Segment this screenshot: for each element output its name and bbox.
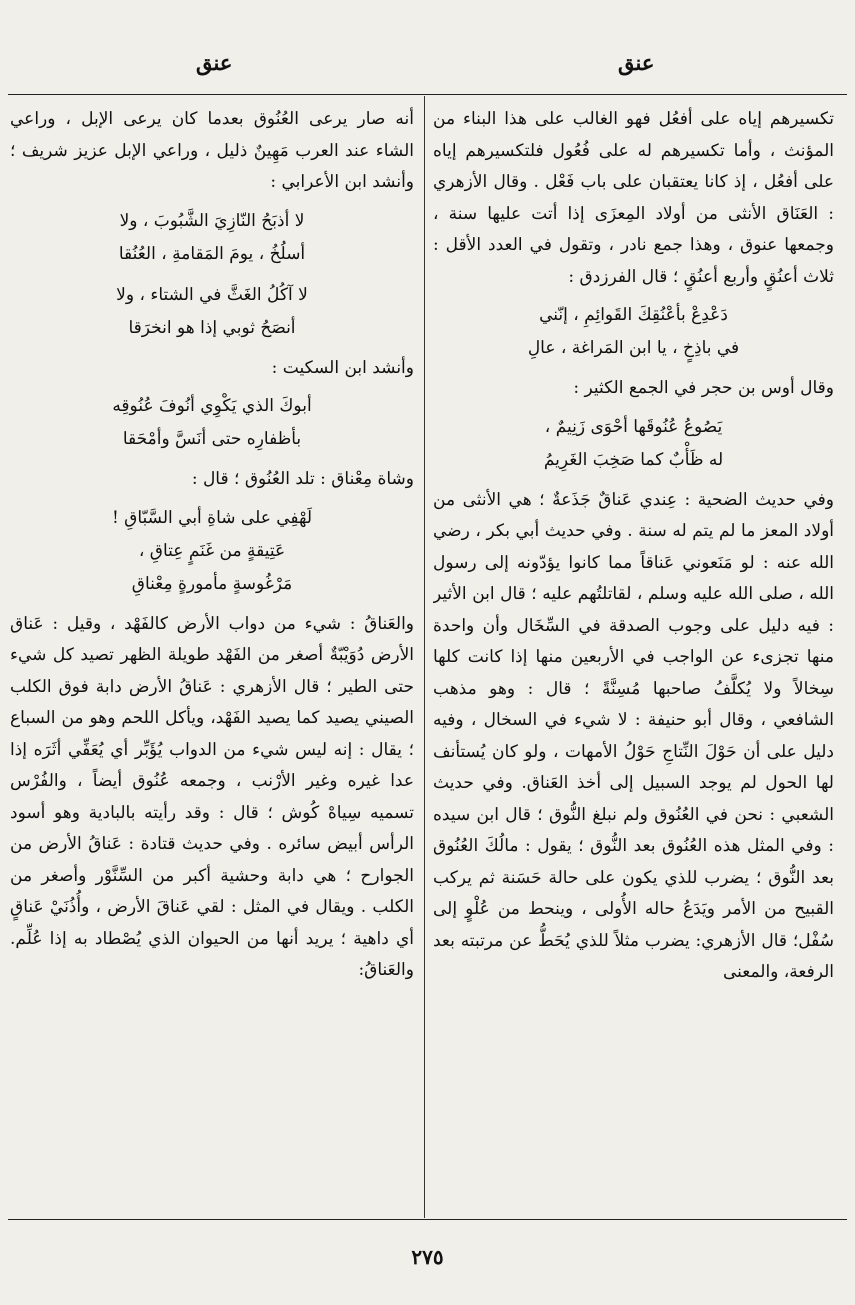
verse-line: لا آكُلُ الغَثَّ في الشتاء ، ولا <box>116 284 308 305</box>
verse-line: بأظفارِه حتى أنَسَّ وأمْحَقا <box>122 429 302 449</box>
verse-line: أسلُخُ ، يومَ المَقامةِ ، العُنُقا <box>118 243 306 264</box>
verse <box>10 502 414 601</box>
paragraph: أنه صار يرعى العُنُوق بعدما كان يرعى الإبل ، وراعي الشاء عند العرب مَهِينٌ ذليل ، وراعي الإبل عزيز شريف ؛ وأنشد ابن الأعرابي : <box>10 109 414 192</box>
top-rule <box>8 94 847 95</box>
verse-line: دَعْدِعْ بأعْنُقِكَ القَوائِمِ ، إنّني <box>539 305 728 325</box>
verse-line: لا أذبَحُ النّازِيَ الشَّبُوبَ ، ولا <box>119 210 305 231</box>
verse <box>10 279 414 345</box>
header-word-left: عنق <box>196 50 233 75</box>
paragraph: والعَناقُ : شيء من دواب الأرض كالفَهْد ، وقيل : عَناق الأرض دُوَيْبّةٌ أصغر من الفَهْد طويلة الظهر تصيد كل شيء حتى الطير ؛ قال الأزهري : عَناقُ الأرض دابة فوق الكلب الصيني يصيد كما يصيد الفَهْد، ويأكل اللحم وهو من السباع ؛ يقال : إنه ليس شيء من الدواب يُؤَبِّر أي يُعَفِّي أثَرَه إذا عدا غيره وغير الأرْنب ، وجمعه عُنُوق أيضاً ، والفُرْس تسميه سِياهْ كُوش ؛ قال : وقد رأيته بالبادية وهو أسود الرأس أبيض سائره . وفي حديث قتادة : عَناقُ الأرض من الجوارح ؛ هي دابة وحشية أكبر من السِّنَّوْر وأصغر من الكلب . ويقال في المثل : لقي عَناقَ الأرض ، وأُذُنَيْ عَناقٍ أي داهية ؛ يريد أنها من الحيوان الذي يُصْطاد به إذا عُلِّم. والعَناقُ: <box>10 613 414 980</box>
verse-line: يَصُوعُ عُنُوقَها أحْوَى زَنِيمٌ ، <box>544 416 723 437</box>
paragraph: وفي حديث الضحية : عِندي عَناقٌ جَذَعةٌ ؛ هي الأنثى من أولاد المعز ما لم يتم له سنة . وفي حديث أبي بكر ، رضي الله عنه : لو مَنَعوني عَناقاً مما كانوا يؤدّونه إلى رسول الله ، صلى الله عليه وسلم ، لقاتلتُهم عليه ؛ قال ابن الأثير : فيه دليل على وجوب الصدقة في السِّخَال وأن واحدة منها تجزىء عن الواجب في الأربعين منها إذا كانت كلها سِخالاً ولا يُكلَّفُ صاحبها مُسِنَّةً ؛ قال : وهو مذهب الشافعي ، وقال أبو حنيفة : لا شيء في السخال ، وفيه دليل على أن حَوْلَ النِّتاجِ حَوْلُ الأمهات ، ولو كان يُستأنف لها الحول لم يوجد السبيل إلى أخذ العَناق. وفي حديث الشعبي : نحن في العُنُوق ولم نبلغ النُّوق ؛ قال ابن سيده : وفي المثل هذه العُنُوق بعد النُّوق ؛ يقول : مالُكَ العُنُوق بعد النُّوق ؛ يضرب للذي يكون على حالة حَسَنة ثم يركب القبيح من الأمر ويَدَعُ حاله الأُولى ، وينحط من عُلْوٍ إلى سُفْل؛ قال الأزهري: يضرب مثلاً للذي يُحَطُّ عن مرتبته بعد الرفعة، والمعنى <box>433 489 834 982</box>
verse-line: له ظَأْبٌ كما صَخِبَ الغَرِيمُ <box>543 449 724 470</box>
paragraph: وشاة مِعْناق : تلد العُنُوق ؛ قال : <box>191 469 414 489</box>
verse <box>10 205 414 271</box>
verse-line: أنصَحُ ثوبي إذا هو انخرَقا <box>128 317 296 338</box>
verse-line: عَتِيقةٍ من غَنَمٍ عِتاقِ ، <box>138 540 286 561</box>
verse-line: لَهْفِي على شاةِ أبي السَّبّاقِ ! <box>111 507 313 528</box>
header-word-right: عنق <box>618 50 655 75</box>
left-column <box>10 104 414 1216</box>
verse-line: أبوكَ الذي يَكْوِي أنُوفَ عُنُوقِه <box>112 396 312 416</box>
verse <box>433 411 834 477</box>
page-number: ٢٧٥ <box>411 1245 444 1269</box>
verse <box>433 299 834 365</box>
paragraph: وأنشد ابن السكيت : <box>271 357 414 378</box>
right-column <box>433 104 834 1216</box>
paragraph: وقال أوس بن حجر في الجمع الكثير : <box>573 378 834 398</box>
paragraph: تكسيرهم إياه على أفعُل فهو الغالب على هذا البناء من المؤنث ، وأما تكسيرهم له على فُعُول فلتكسيرهم إياه على أفعُل ، إذ كانا يعتقبان على باب فَعْل . وقال الأزهري : العَنَاق الأنثى من أولاد المِعزَى إذا أتت عليها سنة ، وجمعها عنوق ، وهذا جمع نادر ، وتقول في العدد الأقل : ثلاث أعنُقٍ وأربع أعنُقٍ ؛ قال الفرزدق : <box>433 109 834 287</box>
column-divider <box>424 96 425 1218</box>
verse-line: مَرْغُوسةٍ مأمورةٍ مِعْناقِ <box>131 573 293 594</box>
verse <box>10 390 414 456</box>
verse-line: في باذِخٍ ، يا ابن المَراغة ، عالِ <box>527 338 740 358</box>
bottom-rule <box>8 1219 847 1220</box>
